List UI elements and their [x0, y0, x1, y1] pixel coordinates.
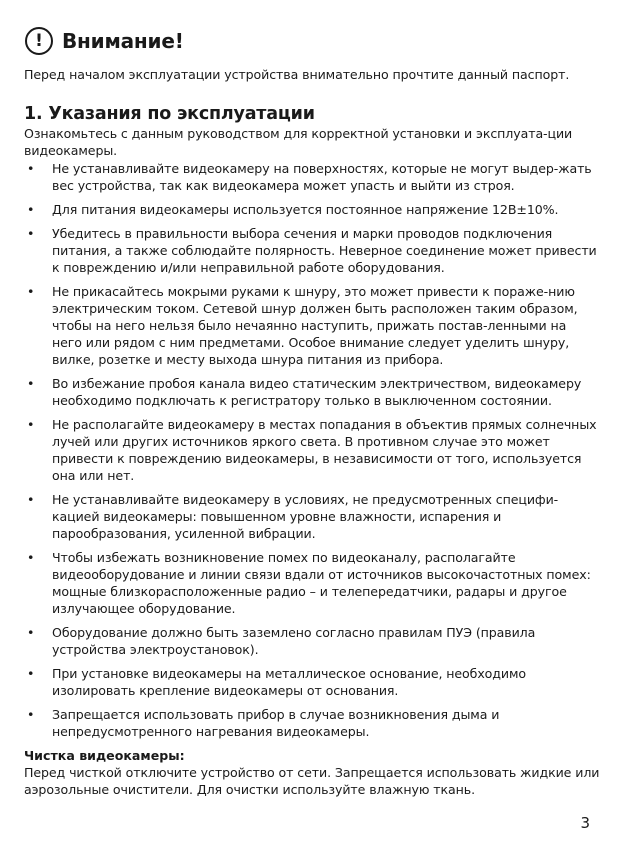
list-item: • Не прикасайтесь мокрыми руками к шнуру, это может привести к пораже-нию электрическим током. Сетевой шнур должен быть расположен таким образом, чтобы на него нельзя было нечаянно наступить, прижать постав-ленными на него или рядом с ним предметами. Особое внимание следует уделить шнуру, вилке, розетке и месту выхода шнура питания из прибора. [24, 283, 600, 368]
list-item: • Оборудование должно быть заземлено согласно правилам ПУЭ (правила устройства электроустановок). [24, 624, 600, 658]
page-number: 3 [580, 814, 590, 832]
list-item: • При установке видеокамеры на металлическое основание, необходимо изолировать крепление видеокамеры от основания. [24, 665, 600, 699]
list-item: • Во избежание пробоя канала видео статическим электричеством, видеокамеру необходимо подключать к регистратору только в выключенном состоянии. [24, 375, 600, 409]
list-item: • Не располагайте видеокамеру в местах попадания в объектив прямых солнечных лучей или других источников яркого света. В противном случае это может привести к повреждению видеокамеры, в независимости от того, используется она или нет. [24, 416, 600, 484]
document-page [24, 24, 600, 798]
list-item: • Убедитесь в правильности выбора сечения и марки проводов подключения питания, а также соблюдайте полярность. Неверное соединение может привести к повреждению и/или неправильной работе оборудования. [24, 225, 600, 276]
section-heading: 1. Указания по эксплуатации [24, 104, 315, 124]
warning-text: Перед началом эксплуатации устройства внимательно прочтите данный паспорт. [24, 67, 570, 82]
list-item: • Запрещается использовать прибор в случае возникновения дыма и непредусмотренного нагревания видеокамеры. [24, 706, 600, 740]
list-item: • Не устанавливайте видеокамеру в условиях, не предусмотренных специфи-кацией видеокамеры: повышенном уровне влажности, испарения и парообразования, усиленной вибрации. [24, 491, 600, 542]
exclamation-circle-icon: ! [25, 27, 53, 55]
cleaning-text: Перед чисткой отключите устройство от сети. Запрещается использовать жидкие или аэрозольные очистители. Для очистки используйте влажную ткань. [24, 765, 600, 797]
cleaning-heading: Чистка видеокамеры: [24, 748, 185, 763]
list-item: • Не устанавливайте видеокамеру на поверхностях, которые не могут выдер-жать вес устройства, так как видеокамера может упасть и выйти из строя. [24, 160, 600, 194]
section-intro: Ознакомьтесь с данным руководством для корректной установки и эксплуата-ции видеокамеры. [24, 126, 573, 158]
list-item: • Для питания видеокамеры используется постоянное напряжение 12В±10%. [24, 201, 600, 218]
warning-header [24, 24, 600, 58]
warning-title: Внимание! [62, 29, 184, 53]
instructions-list [24, 160, 600, 740]
list-item: • Чтобы избежать возникновение помех по видеоканалу, располагайте видеооборудование и линии связи вдали от источников высокочастотных помех: мощные близкорасположенные радио – и телепередатчики, радары и другое излучающее оборудование. [24, 549, 600, 617]
